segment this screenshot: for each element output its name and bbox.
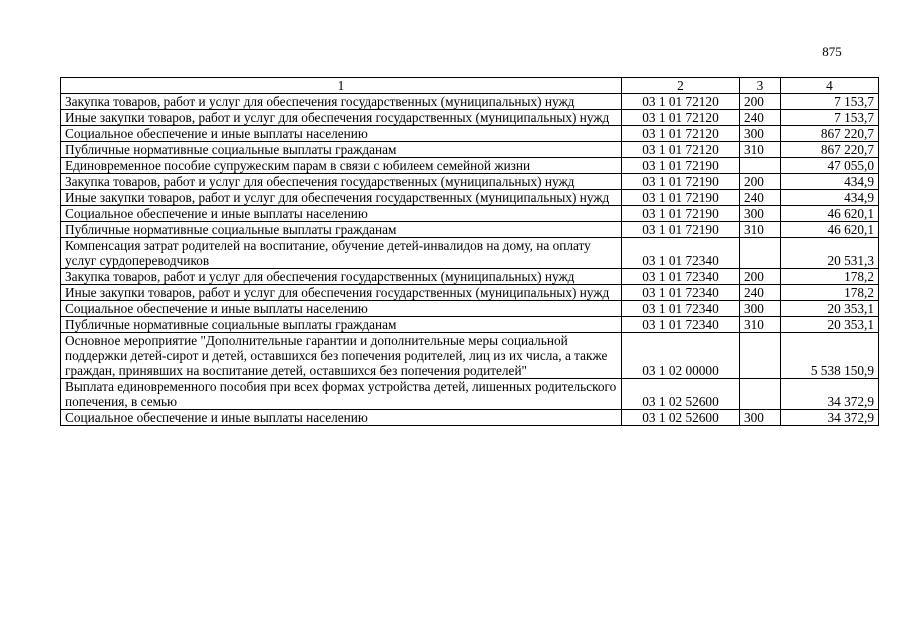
- cell-type: 300: [740, 126, 781, 142]
- cell-code: 03 1 01 72190: [622, 206, 740, 222]
- table-row: [61, 190, 879, 206]
- header-cell-code: 2: [622, 78, 740, 94]
- cell-code: 03 1 01 72120: [622, 142, 740, 158]
- cell-type: [740, 158, 781, 174]
- cell-amount: 7 153,7: [781, 94, 879, 110]
- cell-amount: 434,9: [781, 190, 879, 206]
- cell-amount: 434,9: [781, 174, 879, 190]
- cell-name: Публичные нормативные социальные выплаты гражданам: [61, 142, 622, 158]
- header-cell-name: 1: [61, 78, 622, 94]
- table-body: [61, 94, 879, 426]
- cell-name: Социальное обеспечение и иные выплаты населению: [61, 206, 622, 222]
- cell-name: Социальное обеспечение и иные выплаты населению: [61, 410, 622, 426]
- table-row: [61, 379, 879, 410]
- table-row: [61, 222, 879, 238]
- cell-name: Социальное обеспечение и иные выплаты населению: [61, 301, 622, 317]
- cell-amount: 7 153,7: [781, 110, 879, 126]
- cell-name: Иные закупки товаров, работ и услуг для обеспечения государственных (муниципальных) нужд: [61, 110, 622, 126]
- table-row: [61, 174, 879, 190]
- cell-name: Публичные нормативные социальные выплаты гражданам: [61, 222, 622, 238]
- cell-amount: 20 353,1: [781, 317, 879, 333]
- cell-amount: 178,2: [781, 269, 879, 285]
- cell-code: 03 1 01 72190: [622, 174, 740, 190]
- cell-type: 240: [740, 285, 781, 301]
- cell-name: Иные закупки товаров, работ и услуг для обеспечения государственных (муниципальных) нужд: [61, 190, 622, 206]
- cell-amount: 20 353,1: [781, 301, 879, 317]
- table-row: [61, 285, 879, 301]
- cell-amount: 46 620,1: [781, 222, 879, 238]
- cell-name: Иные закупки товаров, работ и услуг для обеспечения государственных (муниципальных) нужд: [61, 285, 622, 301]
- cell-amount: 867 220,7: [781, 142, 879, 158]
- budget-table: [60, 77, 879, 426]
- cell-code: 03 1 01 72120: [622, 94, 740, 110]
- cell-amount: 34 372,9: [781, 410, 879, 426]
- cell-type: 200: [740, 269, 781, 285]
- cell-name: Закупка товаров, работ и услуг для обеспечения государственных (муниципальных) нужд: [61, 94, 622, 110]
- cell-type: 240: [740, 190, 781, 206]
- cell-code: 03 1 01 72120: [622, 110, 740, 126]
- cell-name: Основное мероприятие "Дополнительные гарантии и дополнительные меры социальной поддержки детей-сирот и детей, оставшихся без попечения родителей, лиц из их числа, а также граждан, принявших на воспитание детей, оставшихся без попечения родителей": [61, 333, 622, 379]
- page-number: 875: [822, 44, 842, 59]
- cell-name: Социальное обеспечение и иные выплаты населению: [61, 126, 622, 142]
- table-row: [61, 333, 879, 379]
- table-row: [61, 410, 879, 426]
- cell-amount: 47 055,0: [781, 158, 879, 174]
- table-row: [61, 269, 879, 285]
- cell-name: Закупка товаров, работ и услуг для обеспечения государственных (муниципальных) нужд: [61, 269, 622, 285]
- cell-code: 03 1 01 72340: [622, 269, 740, 285]
- cell-code: 03 1 01 72340: [622, 285, 740, 301]
- cell-type: 310: [740, 222, 781, 238]
- cell-amount: 46 620,1: [781, 206, 879, 222]
- cell-code: 03 1 02 52600: [622, 379, 740, 410]
- cell-type: 300: [740, 410, 781, 426]
- cell-name: Публичные нормативные социальные выплаты гражданам: [61, 317, 622, 333]
- cell-type: 310: [740, 142, 781, 158]
- cell-code: 03 1 02 52600: [622, 410, 740, 426]
- table-row: [61, 158, 879, 174]
- table-row: [61, 94, 879, 110]
- cell-code: 03 1 01 72340: [622, 301, 740, 317]
- table-row: [61, 301, 879, 317]
- cell-amount: 5 538 150,9: [781, 333, 879, 379]
- cell-type: [740, 379, 781, 410]
- cell-type: 310: [740, 317, 781, 333]
- table-row: [61, 317, 879, 333]
- cell-type: 300: [740, 301, 781, 317]
- cell-type: 200: [740, 94, 781, 110]
- cell-amount: 178,2: [781, 285, 879, 301]
- cell-type: 240: [740, 110, 781, 126]
- cell-type: 300: [740, 206, 781, 222]
- cell-code: 03 1 01 72190: [622, 222, 740, 238]
- cell-code: 03 1 01 72120: [622, 126, 740, 142]
- table-header: [61, 78, 879, 94]
- cell-code: 03 1 01 72190: [622, 190, 740, 206]
- cell-amount: 34 372,9: [781, 379, 879, 410]
- cell-type: [740, 238, 781, 269]
- cell-name: Компенсация затрат родителей на воспитание, обучение детей-инвалидов на дому, на оплату услуг сурдопереводчиков: [61, 238, 622, 269]
- header-row: [61, 78, 879, 94]
- cell-name: Выплата единовременного пособия при всех формах устройства детей, лишенных родительского попечения, в семью: [61, 379, 622, 410]
- cell-name: Единовременное пособие супружеским парам в связи с юбилеем семейной жизни: [61, 158, 622, 174]
- table-row: [61, 110, 879, 126]
- table-row: [61, 142, 879, 158]
- cell-amount: 867 220,7: [781, 126, 879, 142]
- cell-type: 200: [740, 174, 781, 190]
- cell-type: [740, 333, 781, 379]
- table-row: [61, 206, 879, 222]
- table-row: [61, 238, 879, 269]
- header-cell-type: 3: [740, 78, 781, 94]
- header-cell-amount: 4: [781, 78, 879, 94]
- cell-code: 03 1 01 72190: [622, 158, 740, 174]
- cell-code: 03 1 02 00000: [622, 333, 740, 379]
- cell-name: Закупка товаров, работ и услуг для обеспечения государственных (муниципальных) нужд: [61, 174, 622, 190]
- cell-code: 03 1 01 72340: [622, 317, 740, 333]
- cell-code: 03 1 01 72340: [622, 238, 740, 269]
- cell-amount: 20 531,3: [781, 238, 879, 269]
- table-row: [61, 126, 879, 142]
